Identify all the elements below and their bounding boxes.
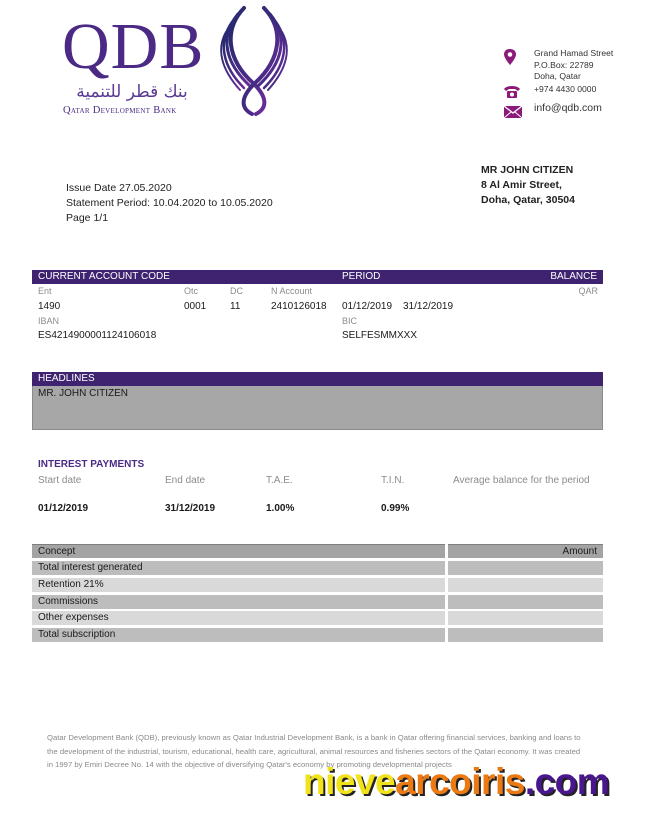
envelope-icon	[503, 104, 525, 120]
amount-cell	[448, 611, 603, 625]
address-line: P.O.Box: 22789	[534, 59, 594, 70]
amount-cell	[448, 578, 603, 592]
table-row	[32, 611, 603, 625]
amount-column-header: Amount	[448, 544, 603, 558]
otc-label: Otc	[184, 286, 199, 296]
watermark-part: nieve	[303, 761, 396, 802]
start-date-value: 01/12/2019	[38, 503, 89, 514]
qdb-emblem-icon	[214, 4, 294, 116]
avg-balance-label: Average balance for the period	[453, 475, 590, 486]
iban-label: IBAN	[38, 316, 60, 326]
address-line: Grand Hamad Street	[534, 48, 614, 58]
address-line: Doha, Qatar	[534, 71, 581, 81]
headlines-heading: HEADLINES	[38, 373, 95, 384]
iban-value: ES4214900001124106018	[38, 330, 157, 341]
table-row	[32, 595, 603, 609]
balance-heading: BALANCE	[550, 271, 597, 282]
table-row	[32, 561, 603, 575]
phone-number: +974 4430 0000	[534, 84, 597, 94]
tin-label: T.I.N.	[381, 475, 405, 486]
amount-cell	[448, 561, 603, 575]
recipient-name: MR JOHN CITIZEN	[481, 164, 574, 176]
dc-value: 11	[230, 301, 241, 312]
logo-arabic-name: بنك قطر للتنمية	[76, 82, 188, 102]
headlines-text: MR. JOHN CITIZEN	[38, 388, 128, 399]
bic-value: SELFESMMXXX	[342, 330, 418, 341]
amount-cell	[448, 595, 603, 609]
tae-value: 1.00%	[266, 503, 295, 514]
tae-label: T.A.E.	[266, 475, 293, 486]
current-account-code-heading: CURRENT ACCOUNT CODE	[38, 271, 170, 282]
ent-value: 1490	[38, 301, 61, 312]
n-account-label: N Account	[271, 286, 313, 296]
statement-info	[66, 181, 273, 226]
watermark-part: .com	[524, 761, 610, 802]
location-pin-icon	[503, 49, 525, 65]
period-start-value: 01/12/2019	[342, 301, 393, 312]
period-end-value: 31/12/2019	[403, 301, 454, 312]
dc-label: DC	[230, 286, 243, 296]
page-number: Page 1/1	[66, 212, 109, 224]
start-date-label: Start date	[38, 475, 82, 486]
watermark	[303, 761, 609, 803]
bic-label: BIC	[342, 316, 358, 326]
table-row	[32, 578, 603, 592]
n-account-value: 2410126018	[271, 301, 327, 312]
concept-cell: Retention 21%	[32, 578, 445, 592]
tin-value: 0.99%	[381, 503, 410, 514]
end-date-value: 31/12/2019	[165, 503, 216, 514]
concept-column-header: Concept	[32, 544, 445, 558]
account-header-bar	[32, 270, 603, 284]
headlines-header-bar	[32, 372, 603, 386]
issue-date: Issue Date 27.05.2020	[66, 182, 172, 194]
concept-cell: Total subscription	[32, 628, 445, 642]
currency-label: QAR	[578, 286, 598, 296]
logo-acronym: QDB	[62, 10, 205, 83]
period-heading: PERIOD	[342, 271, 381, 282]
table-header-row	[32, 544, 603, 558]
footer-disclaimer: Qatar Development Bank (QDB), previously known as Qatar Industrial Development Bank, is a bank in Qatar offering financial services, banking and loans to the development of the industrial, tourism, educational, health care, agricultural, animal resources and fisheries sectors of the Qatari economy. It was created in 1997 by Emiri Decree No. 14 with the objective of diversifying Qatar's economy by promoting developmental projects	[47, 733, 581, 769]
email-link[interactable]: info@qdb.com	[534, 102, 602, 114]
recipient-city: Doha, Qatar, 30504	[481, 194, 575, 206]
concept-cell: Commissions	[32, 595, 445, 609]
recipient-address	[481, 163, 575, 208]
statement-period: Statement Period: 10.04.2020 to 10.05.2020	[66, 197, 273, 209]
table-row	[32, 628, 603, 642]
recipient-street: 8 Al Amir Street,	[481, 179, 562, 191]
concept-cell: Other expenses	[32, 611, 445, 625]
headlines-box	[32, 386, 603, 430]
ent-label: Ent	[38, 286, 52, 296]
watermark-part: arcoiris	[395, 761, 525, 802]
telephone-icon	[503, 84, 525, 100]
end-date-label: End date	[165, 475, 206, 486]
interest-payments-heading: INTEREST PAYMENTS	[38, 459, 145, 470]
logo-english-name: Qatar Development Bank	[63, 105, 177, 116]
otc-value: 0001	[184, 301, 207, 312]
amount-cell	[448, 628, 603, 642]
concept-cell: Total interest generated	[32, 561, 445, 575]
